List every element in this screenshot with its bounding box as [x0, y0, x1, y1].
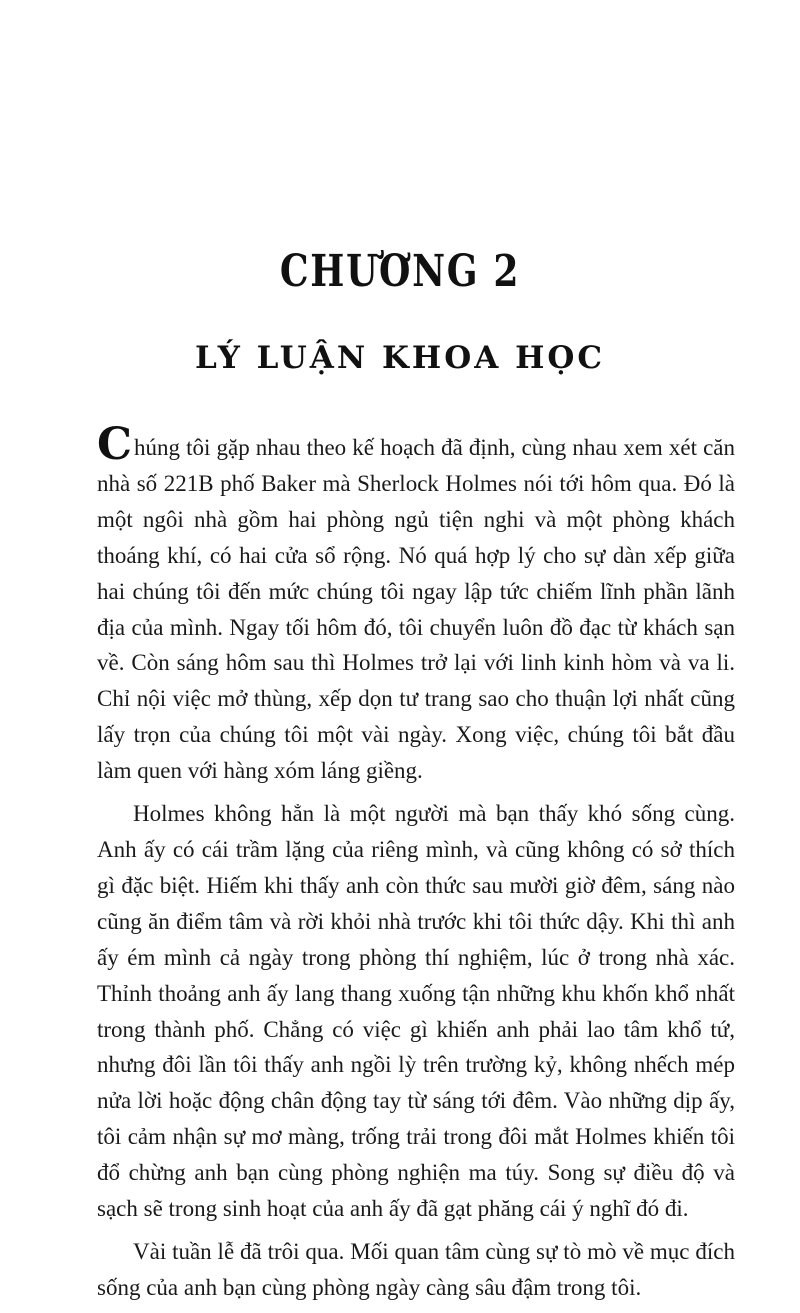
chapter-body [97, 419, 735, 1313]
paragraph-1-text: húng tôi gặp nhau theo kế hoạch đã định, cùng nhau xem xét căn nhà số 221B phố Baker mà Sherlock Holmes nói tới hôm qua. Đó là một ngôi nhà gồm hai phòng ngủ tiện nghi và một phòng khách thoáng khí, có hai cửa sổ rộng. Nó quá hợp lý cho sự dàn xếp giữa hai chúng tôi đến mức chúng tôi ngay lập tức chiếm lĩnh phần lãnh địa của mình. Ngay tối hôm đó, tôi chuyển luôn đồ đạc từ khách sạn về. Còn sáng hôm sau thì Holmes trở lại với linh kinh hòm và va li. Chỉ nội việc mở thùng, xếp dọn tư trang sao cho thuận lợi nhất cũng lấy trọn của chúng tôi một vài ngày. Xong việc, chúng tôi bắt đầu làm quen với hàng xóm láng giềng. [97, 435, 735, 784]
paragraph-2: Holmes không hẳn là một người mà bạn thấy khó sống cùng. Anh ấy có cái trầm lặng của riêng mình, và cũng không có sở thích gì đặc biệt. Hiếm khi thấy anh còn thức sau mười giờ đêm, sáng nào cũng ăn điểm tâm và rời khỏi nhà trước khi tôi thức dậy. Khi thì anh ấy ém mình cả ngày trong phòng thí nghiệm, lúc ở trong nhà xác. Thỉnh thoảng anh ấy lang thang xuống tận những khu khốn khổ nhất trong thành phố. Chẳng có việc gì khiến anh phải lao tâm khổ tứ, nhưng đôi lần tôi thấy anh ngồi lỳ trên trường kỷ, không nhếch mép nửa lời hoặc động chân động tay từ sáng tới đêm. Vào những dịp ấy, tôi cảm nhận sự mơ màng, trống trải trong đôi mắt Holmes khiến tôi đổ chừng anh bạn cùng phòng nghiện ma túy. Song sự điều độ và sạch sẽ trong sinh hoạt của anh ấy đã gạt phăng cái ý nghĩ đó đi. [97, 801, 735, 1222]
chapter-title: LÝ LUẬN KHOA HỌC [194, 340, 606, 376]
paragraph-1 [97, 419, 735, 789]
drop-cap-letter: C [97, 419, 133, 470]
paragraph-3: Vài tuần lễ đã trôi qua. Mối quan tâm cùng sự tò mò về mục đích sống của anh bạn cùng phòng ngày càng sâu đậm trong tôi. [97, 1238, 735, 1300]
chapter-number: CHƯƠNG 2 [279, 246, 521, 297]
